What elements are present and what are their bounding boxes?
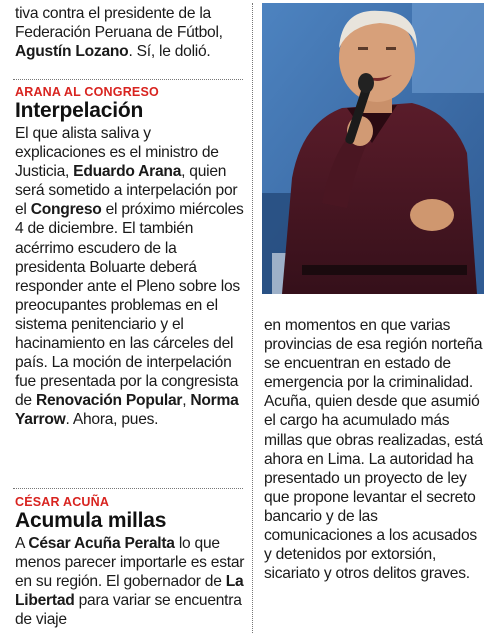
article-acuna <box>15 495 245 629</box>
intro-text: tiva contra el presidente de la Federación Peruana de Fútbol, <box>15 5 223 42</box>
portrait-photo <box>262 3 484 294</box>
acuna-body: A César Acuña Peralta lo que menos parecer importarle es estar en su región. El gobernador de La Libertad para variar se encuentra de viaje <box>15 535 245 629</box>
arana-kicker: ARANA AL CONGRESO <box>15 85 159 99</box>
acuna-body-continued: en momentos en que varias provincias de esa región norteña se encuentran en estado de emergencia por la criminalidad. Acuña, quien desde que asumió el cargo ha acumulado más millas que obras realizadas, está ahora en Lima. La autoridad ha presentado un proyecto de ley que propone levantar el secreto bancario y de las comunicaciones a los acusados y detenidos por extorsión, sicariato y otros delitos graves. <box>264 317 483 583</box>
acuna-headline: Acumula millas <box>15 509 167 532</box>
column-rule <box>252 3 253 633</box>
article-arana <box>15 85 245 430</box>
intro-text-end: . Sí, le dolió. <box>128 43 211 61</box>
divider-1 <box>13 79 243 80</box>
intro-paragraph <box>15 4 245 61</box>
divider-2 <box>13 488 243 489</box>
acuna-photo <box>262 3 484 294</box>
arana-body: El que alista saliva y explicaciones es el ministro de Justicia, Eduardo Arana, quien será sometido a interpelación por el Congreso el próximo miércoles 4 de diciembre. El también acérrimo escudero de la presidenta Boluarte deberá responder ante el Pleno sobre los preocupantes problemas en el sistema penitenciario y el hacinamiento en las cárceles del país. La moción de interpelación fue presentada por la congresista de Renovación Popular, Norma Yarrow. Ahora, pues. <box>15 125 244 429</box>
acuna-kicker: CÉSAR ACUÑA <box>15 495 110 509</box>
arana-headline: Interpelación <box>15 99 144 122</box>
intro-bold-name: Agustín Lozano <box>15 43 129 61</box>
